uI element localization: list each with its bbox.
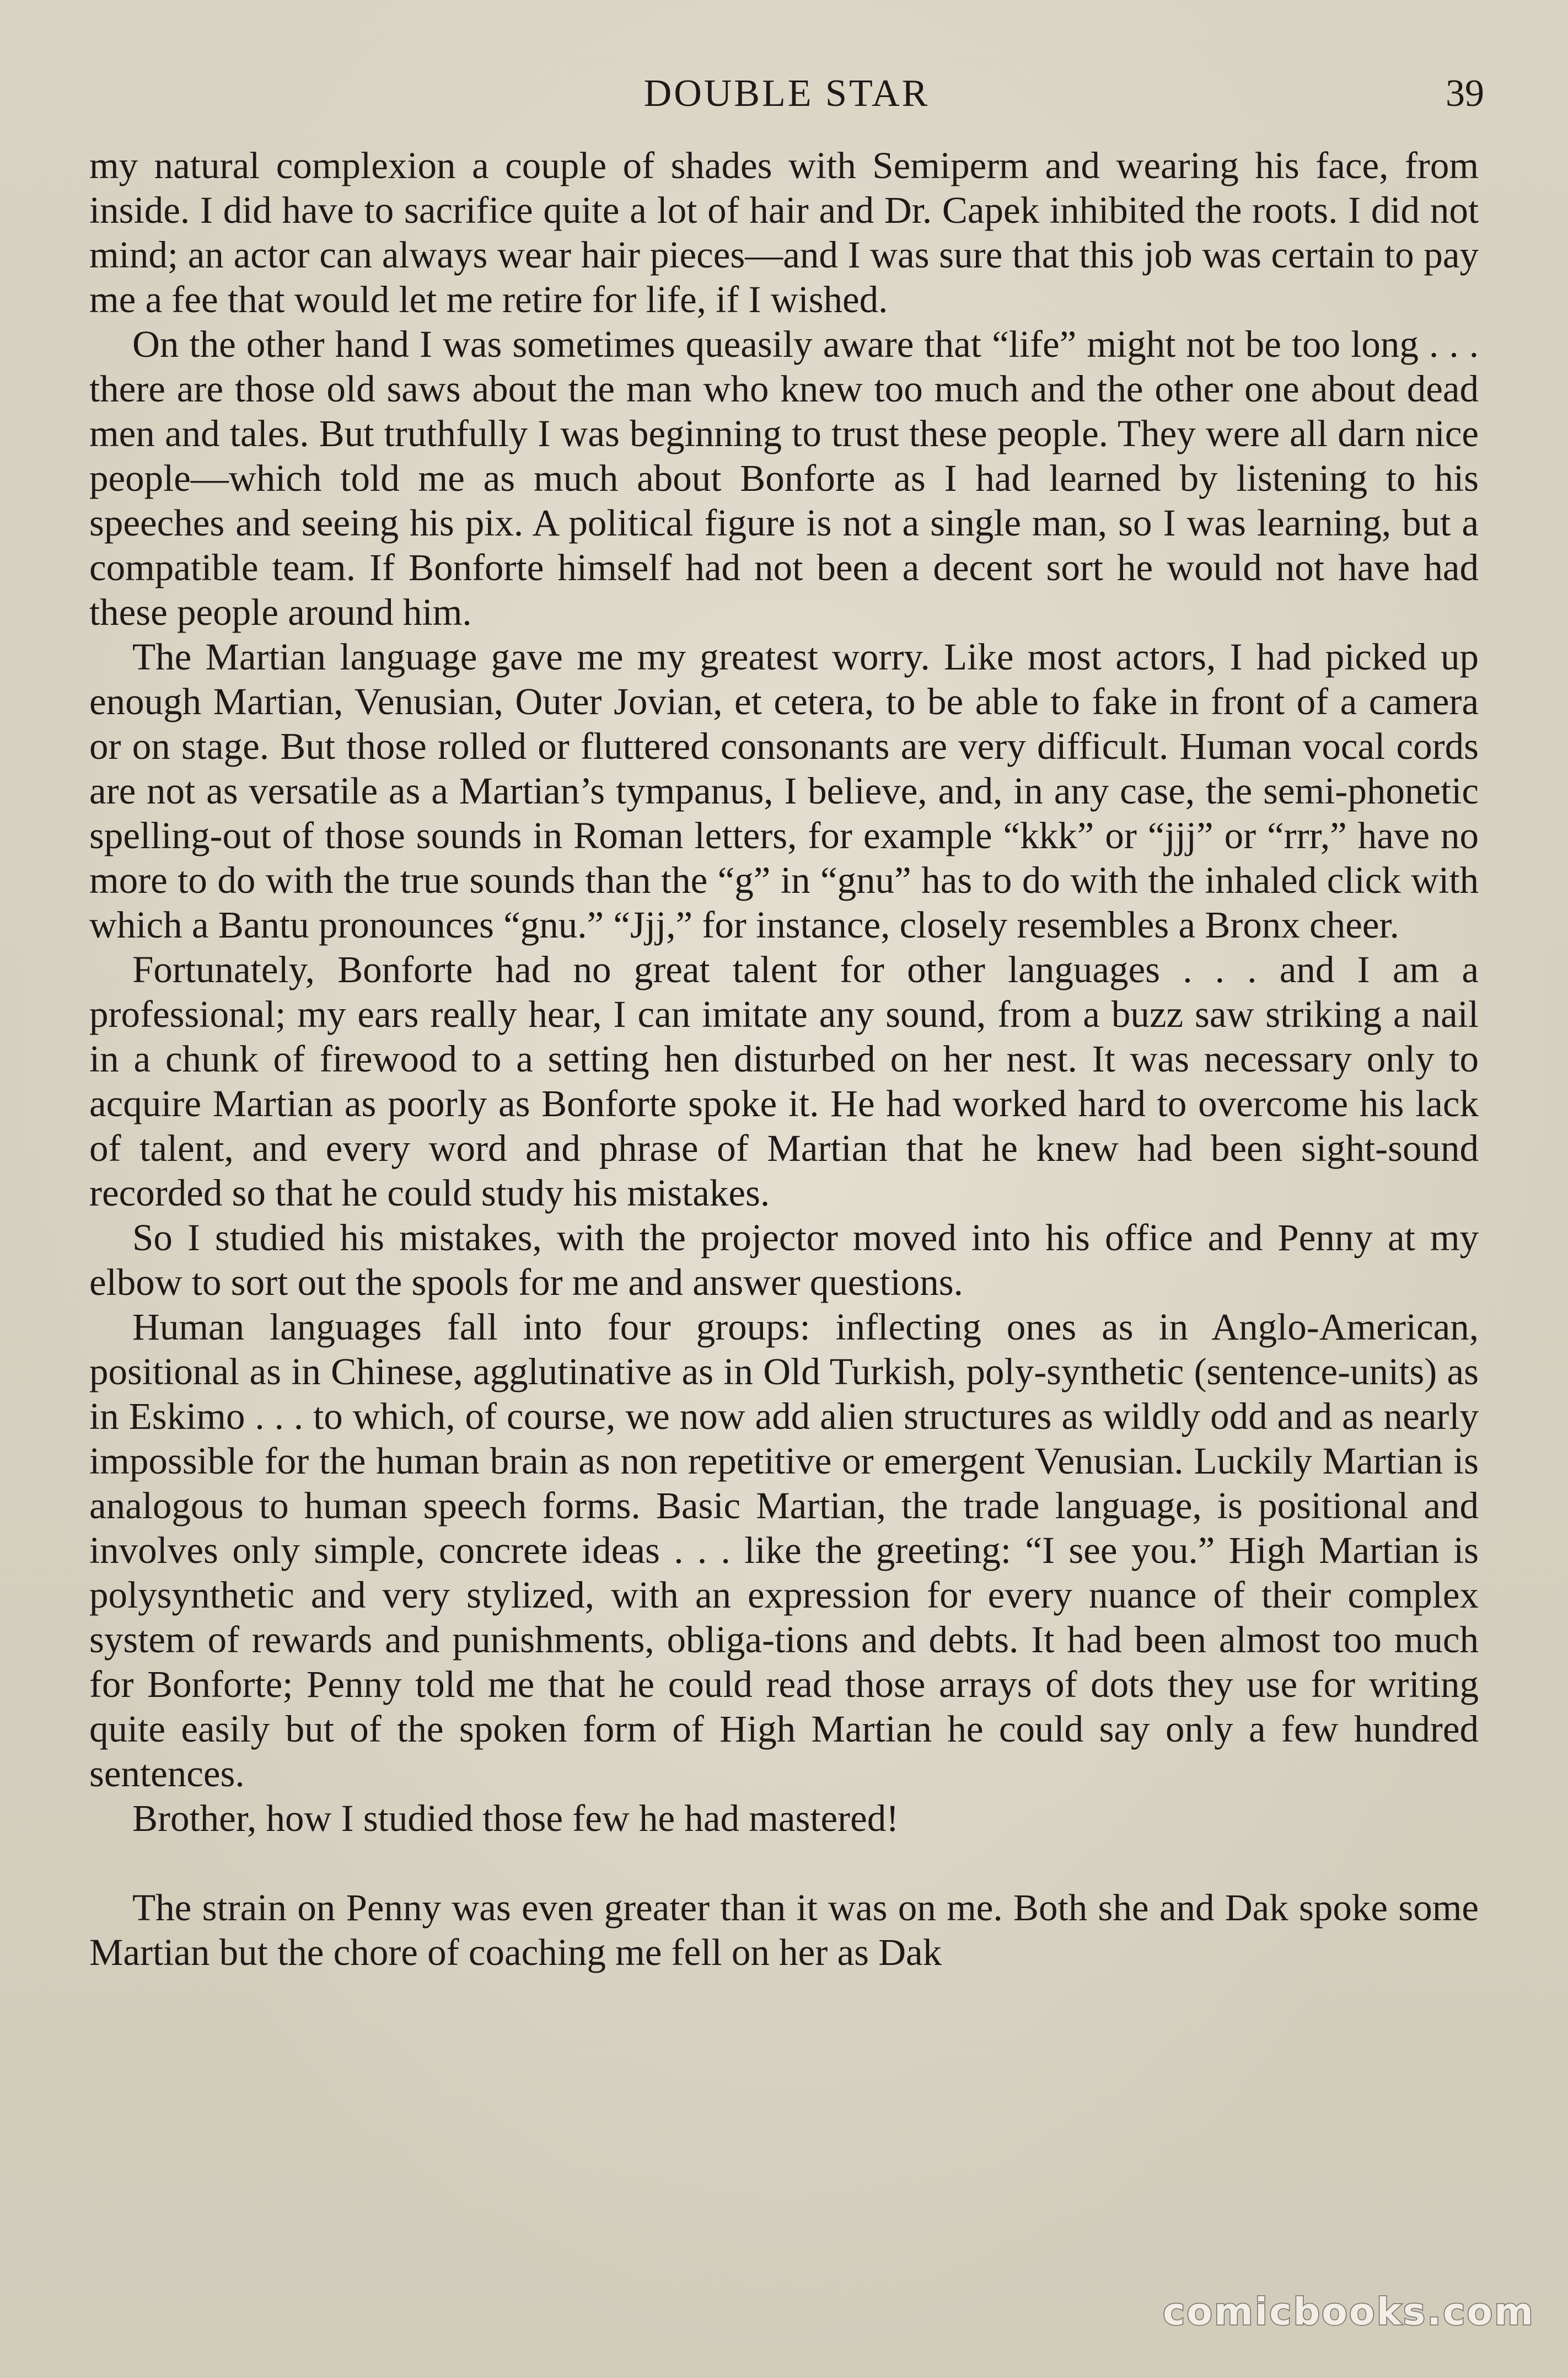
- paragraph: Human languages fall into four groups: inflecting ones as in Anglo-American, positional as in Chinese, agglutinative as in Old Turkish, poly-synthetic (sentence-units) as in Eskimo . . . to which, of course, we now add alien structures as wildly odd and as nearly impossible for the human brain as non repetitive or emergent Venusian. Luckily Martian is analogous to human speech forms. Basic Martian, the trade language, is positional and involves only simple, concrete ideas . . . like the greeting: “I see you.” High Martian is polysynthetic and very stylized, with an expression for every nuance of their complex system of rewards and punishments, obliga-tions and debts. It had been almost too much for Bonforte; Penny told me that he could read those arrays of dots they use for writing quite easily but of the spoken form of High Martian he could say only a few hundred sentences.: [89, 1306, 1479, 1795]
- paragraph: Brother, how I studied those few he had mastered!: [132, 1797, 899, 1839]
- running-title: DOUBLE STAR: [643, 72, 930, 115]
- paragraph: my natural complexion a couple of shades with Semiperm and wearing his face, from inside. I did have to sacrifice quite a lot of hair and Dr. Capek inhibited the roots. I did not mind; an actor can always wear hair pieces—and I was sure that this job was certain to pay me a fee that would let me retire for life, if I wished.: [89, 144, 1479, 320]
- watermark-logo: comicbooks.com: [1162, 2290, 1535, 2334]
- page-header: [89, 66, 1484, 121]
- page-number: 39: [1446, 72, 1484, 115]
- paragraph: On the other hand I was sometimes queasily aware that “life” might not be too long . . . there are those old saws about the man who knew too much and the other one about dead men and tales. But truthfully I was beginning to trust these people. They were all darn nice people—which told me as much about Bonforte as I had learned by listening to his speeches and seeing his pix. A political figure is not a single man, so I was learning, but a compatible team. If Bonforte himself had not been a decent sort he would not have had these people around him.: [89, 323, 1479, 633]
- paragraph: Fortunately, Bonforte had no great talent for other languages . . . and I am a professional; my ears really hear, I can imitate any sound, from a buzz saw striking a nail in a chunk of firewood to a setting hen disturbed on her nest. It was necessary only to acquire Martian as poorly as Bonforte spoke it. He had worked hard to overcome his lack of talent, and every word and phrase of Martian that he knew had been sight-sound recorded so that he could study his mistakes.: [89, 949, 1479, 1214]
- paragraph: The strain on Penny was even greater than it was on me. Both she and Dak spoke some Martian but the chore of coaching me fell on her as Dak: [89, 1887, 1479, 1973]
- paragraph: The Martian language gave me my greatest worry. Like most actors, I had picked up enough Martian, Venusian, Outer Jovian, et cetera, to be able to fake in front of a camera or on stage. But those rolled or fluttered consonants are very difficult. Human vocal cords are not as versatile as a Martian’s tympanus, I believe, and, in any case, the semi-phonetic spelling-out of those sounds in Roman letters, for example “kkk” or “jjj” or “rrr,” have no more to do with the true sounds than the “g” in “gnu” has to do with the inhaled click with which a Bantu pronounces “gnu.” “Jjj,” for instance, closely resembles a Bronx cheer.: [89, 636, 1479, 946]
- paragraph: So I studied his mistakes, with the projector moved into his office and Penny at my elbow to sort out the spools for me and answer questions.: [89, 1217, 1479, 1303]
- page-body: [89, 143, 1479, 1975]
